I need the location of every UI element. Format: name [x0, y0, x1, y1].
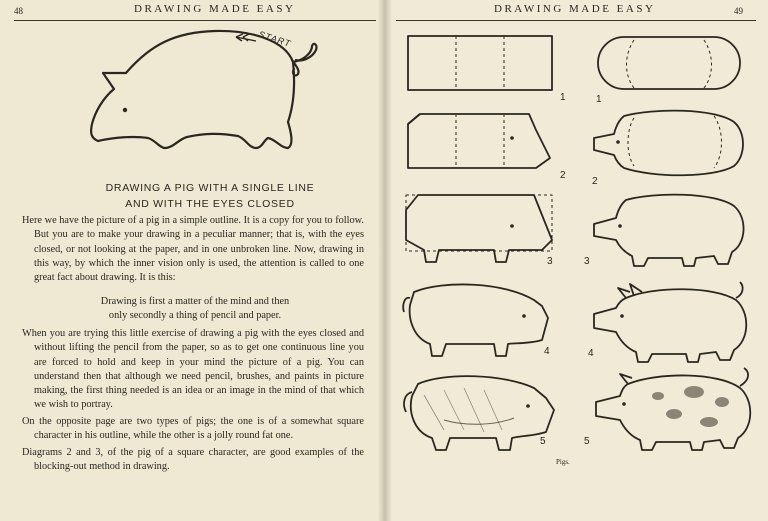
- round-pig-diagrams: [574, 0, 768, 470]
- running-head: DRAWING MADE EASY: [494, 3, 656, 15]
- fig-label-square-1: 1: [560, 92, 566, 103]
- paragraph-3-text: On the opposite page are two types of pigs; the one is of a somewhat square character in his outline, while the other is a jolly round fat one.: [22, 416, 364, 442]
- article-heading: [60, 180, 360, 212]
- quote-line-1: Drawing is first a matter of the mind and then: [100, 296, 290, 307]
- fig-label-round-1: 1: [596, 94, 602, 105]
- running-head: DRAWING MADE EASY: [134, 3, 296, 15]
- fig-label-round-2: 2: [592, 176, 598, 187]
- fig-label-square-2: 2: [560, 170, 566, 181]
- fig-label-round-3: 3: [584, 256, 590, 267]
- square-pig-diagrams: [384, 0, 584, 470]
- paragraph-4: [22, 446, 364, 475]
- paragraph-2-text: When you are trying this little exercise of drawing a pig with the eyes closed and without lifting the pencil from the paper, so as to get one continuous line you are forced to hold and keep in your mind the picture of a pig. You can understand then that although we need pencil, brushes, and paints in picture making, the first thing needed is an idea or an image in the mind of that which we wish to portray.: [22, 328, 364, 411]
- paragraph-1-text: Here we have the picture of a pig in a simple outline. It is a copy for you to follow. But you are to make your drawing in a peculiar manner; that is, with the eyes closed, or not looking at the paper, and in one unbroken line. Now, drawing in this way, by which the inner vision only is used, the attention is called to one great fact about drawing. It is this:: [22, 215, 364, 284]
- fig-label-square-3: 3: [547, 256, 553, 267]
- quote-line-2: only secondly a thing of pencil and paper.: [108, 310, 282, 321]
- pull-quote: [60, 295, 330, 323]
- fig-label-round-5: 5: [584, 436, 590, 447]
- single-line-pig-illustration: [0, 0, 384, 175]
- paragraph-3: [22, 415, 364, 444]
- page-number: 49: [734, 6, 743, 16]
- heading-line-1: DRAWING A PIG WITH A SINGLE LINE: [105, 182, 315, 194]
- paragraph-2: [22, 327, 364, 413]
- start-label: START: [257, 29, 293, 49]
- page-number: 48: [14, 6, 23, 16]
- paragraph-4-text: Diagrams 2 and 3, of the pig of a square character, are good examples of the blocking-out method in drawing.: [22, 447, 364, 473]
- fig-label-square-5: 5: [540, 436, 546, 447]
- heading-line-2: AND WITH THE EYES CLOSED: [125, 198, 295, 210]
- paragraph-1: [22, 214, 364, 285]
- book-gutter: [378, 0, 392, 521]
- fig-label-round-4: 4: [588, 348, 594, 359]
- figure-caption: Pigs.: [556, 458, 570, 466]
- right-page: [384, 0, 768, 521]
- fig-label-square-4: 4: [544, 346, 550, 357]
